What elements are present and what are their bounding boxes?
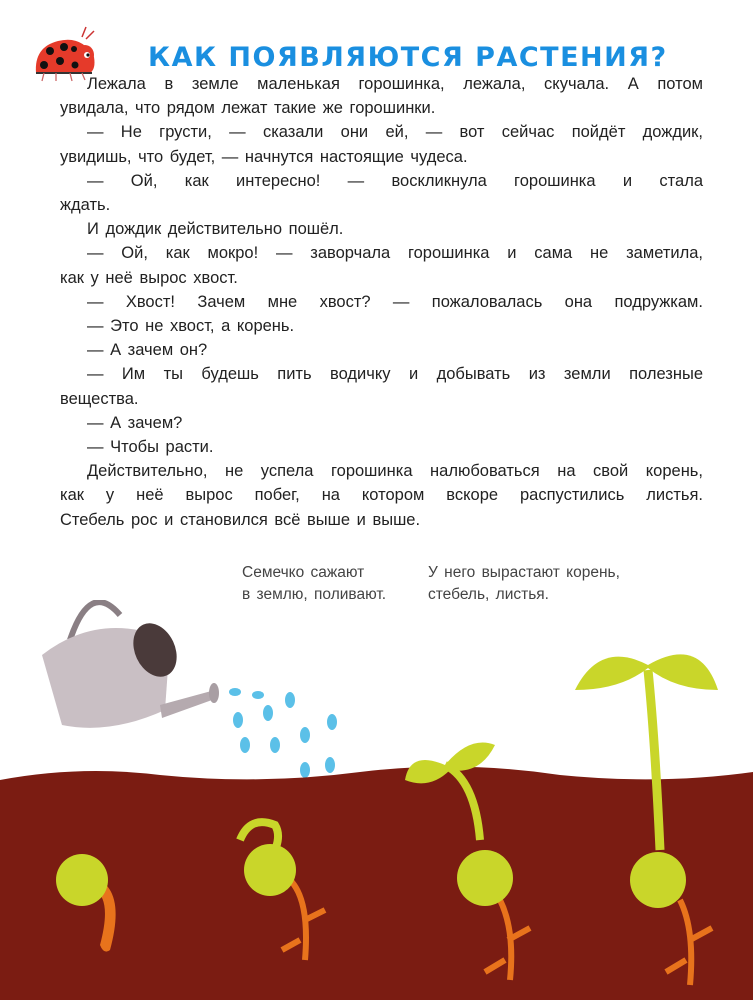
story-line: — Им ты будешь пить водичку и добывать из земли полезные <box>87 365 703 384</box>
story-line: как у неё вырос побег, на котором вскоре распустились листья. <box>60 486 703 505</box>
story-line: вещества. <box>60 389 139 408</box>
story-line: как у неё вырос хвост. <box>60 268 238 287</box>
caption-line: в землю, поливают. <box>242 586 387 603</box>
story-line: увидишь, что будет, — начнутся настоящие чудеса. <box>60 147 468 166</box>
story-line: Лежала в земле маленькая горошинка, лежала, скучала. А потом <box>87 75 703 93</box>
story-line: — Не грусти, — сказали они ей, — вот сейчас пойдёт дождик, <box>87 123 703 142</box>
story-line: — А зачем? <box>87 413 183 432</box>
story-line: — Ой, как мокро! — заворчала горошинка и сама не заметила, <box>87 244 703 263</box>
caption-line: У него вырастают корень, <box>428 564 620 581</box>
caption-line: Семечко сажают <box>242 564 365 581</box>
story-line: Действительно, не успела горошинка налюбоваться на свой корень, <box>87 462 703 481</box>
story-line: — А зачем он? <box>87 341 208 360</box>
story-line: — Чтобы расти. <box>87 438 214 457</box>
story-line: — Это не хвост, а корень. <box>87 317 295 336</box>
story-text <box>60 72 703 532</box>
story-line: ждать. <box>60 196 111 215</box>
story-line: Стебель рос и становился всё выше и выше. <box>60 510 421 529</box>
water-drops-icon <box>229 688 337 778</box>
story-line: — Ой, как интересно! — воскликнула горошинка и стала <box>87 171 703 190</box>
caption-line: стебель, листья. <box>428 586 549 603</box>
story-line: — Хвост! Зачем мне хвост? — пожаловалась она подружкам. <box>87 292 703 311</box>
story-line: И дождик действительно пошёл. <box>87 220 344 239</box>
plant-growth-illustration <box>0 600 753 1000</box>
watering-can-icon <box>42 602 219 728</box>
story-line: увидала, что рядом лежат такие же горошинки. <box>60 99 436 118</box>
page-title: КАК ПОЯВЛЯЮТСЯ РАСТЕНИЯ? <box>148 42 668 73</box>
